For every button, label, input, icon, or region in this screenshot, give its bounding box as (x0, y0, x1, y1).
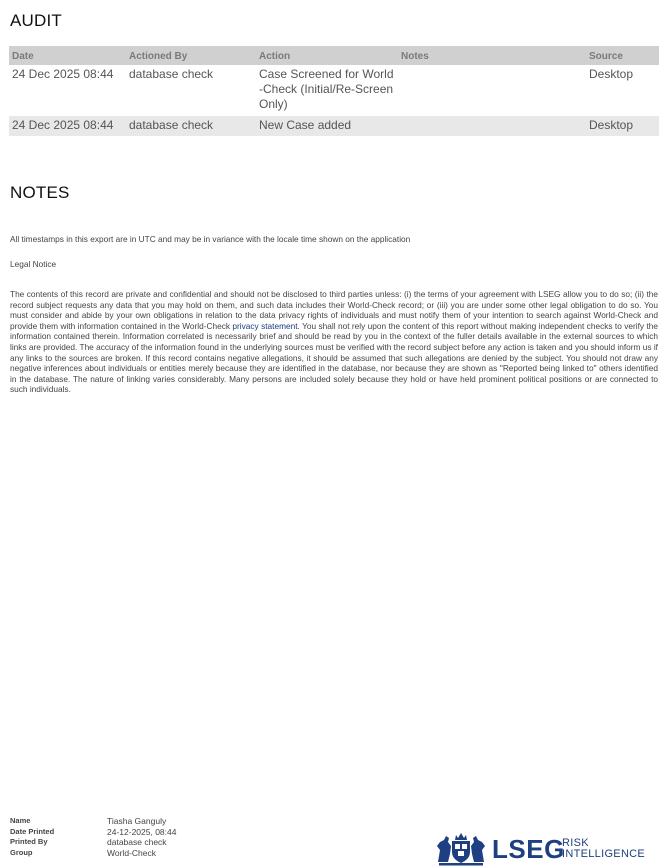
cell-source: Desktop (586, 116, 659, 136)
notes-title: NOTES (10, 183, 70, 202)
cell-actioned-by: database check (126, 116, 256, 136)
name-label: Name (10, 816, 31, 825)
printed-by-value: database check (107, 837, 167, 847)
group-label: Group (10, 847, 33, 857)
cell-action: New Case added (256, 116, 398, 136)
printed-by-label: Printed By (10, 837, 48, 846)
utc-note: All timestamps in this export are in UTC and may be in variance with the locale time shown on the application (10, 234, 411, 244)
date-printed-label: Date Printed (10, 826, 55, 836)
date-printed-value: 24-12-2025, 08:44 (107, 826, 177, 837)
print-info (10, 816, 176, 858)
cell-source: Desktop (589, 67, 634, 81)
lseg-crest-icon (436, 832, 486, 866)
legal-notice-heading: Legal Notice (10, 259, 57, 269)
audit-title: AUDIT (10, 11, 62, 30)
cell-action: Case Screened for World-Check (Initial/Re-Screen Only) (259, 67, 394, 111)
intelligence-label: INTELLIGENCE (562, 848, 646, 860)
legal-text-part-1: The contents of this record are private and confidential and should not be disclosed to third parties unless: (i) the terms of your agreement with LSEG allow you to do so; (ii) the record subject requests any data that you may hold on them, and such data includes their World-Check record; or (iii) you are under some other legal obligation to do so. You must consider and abide by your own obligations in relation to the data privacy rights of individuals and must notify them of your intention to search against World-Check and provide them with information contained in the World-Check (10, 289, 658, 331)
audit-header-row (9, 46, 659, 65)
cell-date: 24 Dec 2025 08:44 (12, 67, 114, 81)
audit-table (9, 46, 659, 136)
cell-actioned-by: database check (129, 67, 214, 81)
cell-notes (398, 65, 586, 116)
risk-intelligence-label (562, 838, 645, 860)
column-header-action: Action (256, 46, 398, 65)
column-header-actioned-by: Actioned By (126, 46, 256, 65)
cell-notes (398, 116, 586, 136)
table-row (9, 116, 659, 136)
table-row (9, 65, 659, 116)
column-header-date: Date (9, 46, 126, 65)
lseg-wordmark: LSEG (492, 834, 565, 864)
column-header-notes: Notes (398, 46, 586, 65)
name-value: Tiasha Ganguly (107, 816, 167, 826)
risk-label: RISK (562, 837, 589, 849)
group-value: World-Check (107, 847, 156, 858)
privacy-statement-link[interactable]: privacy statement (232, 320, 298, 331)
lseg-logo (436, 832, 646, 866)
legal-text-part-2: . You shall not rely upon the content of this report without making independent checks to verify the information contained therein. Information correlated is necessarily brief and should be read by you in the context of the fuller details available in the external sources to which links are provided. The accuracy of the information found in the underlying sources must be verified with the record subject before any action is taken and you should inform us if any links to the sources are broken. If this record contains negative allegations, it should be assumed that such allegations are denied by the subject. You should not draw any negative inferences about individuals or entities merely because they are identified in the database, nor because they are shown as "Reported being linked to" others identified in the database. The nature of linking varies considerably. Many persons are included solely because they hold or have held prominent political positions or are connected to such individuals. (10, 320, 658, 395)
cell-date: 24 Dec 2025 08:44 (9, 116, 126, 136)
legal-notice-text (10, 289, 658, 395)
column-header-source: Source (586, 46, 659, 65)
